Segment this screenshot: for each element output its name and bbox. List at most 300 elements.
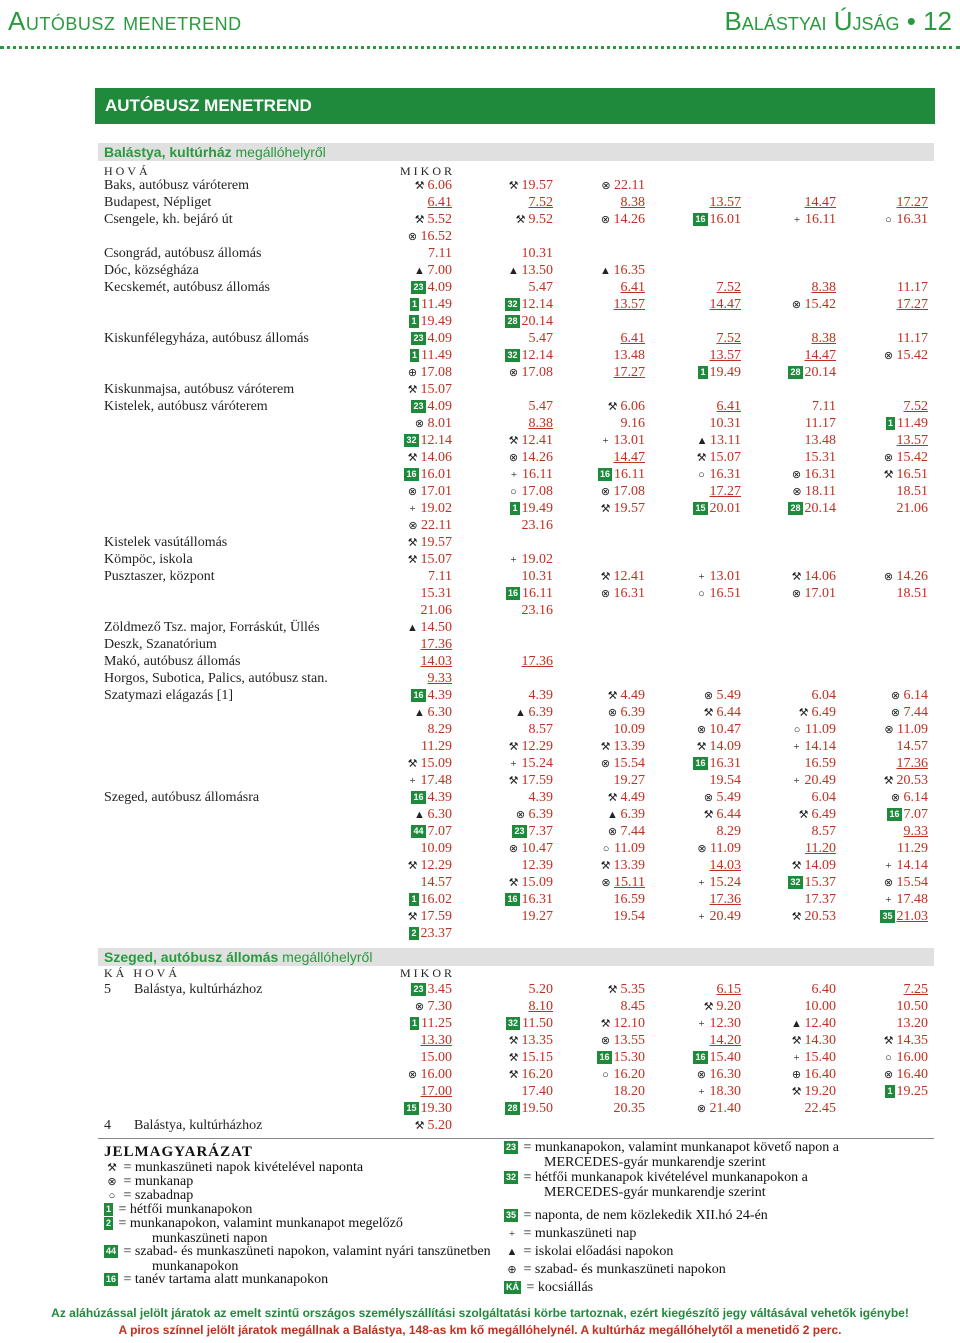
time-value: 16.52 xyxy=(420,229,452,244)
workday-icon: ⊗ xyxy=(791,299,802,311)
destination-label: Horgos, Subotica, Palics, autóbusz stan. xyxy=(104,671,328,686)
departure-time xyxy=(410,297,452,313)
holiday-icon: + xyxy=(602,435,609,447)
time-value: 7.11 xyxy=(812,399,836,414)
time-value: 14.09 xyxy=(709,739,741,754)
time-value: 15.15 xyxy=(521,1050,553,1065)
holiday-excluded-icon: ⚒ xyxy=(600,860,611,872)
time-value: 6.41 xyxy=(620,331,645,346)
time-value: 14.50 xyxy=(420,620,452,635)
departure-time xyxy=(506,365,554,381)
time-value: 5.47 xyxy=(528,399,553,414)
departure-time xyxy=(881,212,929,228)
time-value: 19.49 xyxy=(709,365,741,380)
departure-time xyxy=(513,807,554,823)
holiday-excluded-icon: ⚒ xyxy=(407,911,418,923)
departure-time xyxy=(614,1084,646,1100)
time-value: 5.35 xyxy=(620,982,645,997)
departure-time xyxy=(605,982,646,998)
time-value: 13.01 xyxy=(613,433,645,448)
code-badge: 32 xyxy=(508,1018,519,1028)
time-value: 7.25 xyxy=(903,982,928,997)
legend-text-continued: munkanapokon xyxy=(152,1259,239,1274)
departure-time xyxy=(605,807,646,823)
holiday-excluded-icon: ⚒ xyxy=(607,792,618,804)
departure-time xyxy=(428,195,453,211)
departure-time xyxy=(789,1033,837,1049)
departure-time xyxy=(605,824,646,840)
departure-time xyxy=(529,331,554,347)
departure-time xyxy=(710,297,742,313)
time-value: 23.37 xyxy=(420,926,452,941)
legend-text: hétfői munkanapokon xyxy=(129,1202,253,1217)
time-value: 13.57 xyxy=(709,195,741,210)
departure-time xyxy=(598,467,645,483)
departure-time xyxy=(598,1033,646,1049)
departure-time xyxy=(897,1016,929,1032)
time-value: 5.47 xyxy=(528,331,553,346)
departure-time xyxy=(405,909,453,925)
departure-time xyxy=(789,722,836,738)
workday-icon: ⊗ xyxy=(600,758,611,770)
departure-time xyxy=(506,1016,553,1032)
holiday-icon: + xyxy=(885,894,892,906)
time-value: 6.39 xyxy=(620,807,645,822)
departure-time xyxy=(789,858,837,874)
time-value: 7.00 xyxy=(427,263,452,278)
departure-time xyxy=(812,331,837,347)
departure-time xyxy=(717,824,742,840)
departure-time xyxy=(796,705,837,721)
departure-time xyxy=(412,999,453,1015)
departure-time xyxy=(789,773,837,789)
departure-time xyxy=(897,756,929,772)
workday-icon: ⊗ xyxy=(508,843,519,855)
departure-time xyxy=(506,263,554,279)
code-badge: 16 xyxy=(413,690,424,700)
departure-time xyxy=(428,246,452,262)
holiday-excluded-icon: ⚒ xyxy=(508,180,519,192)
code-badge: 15 xyxy=(695,503,706,513)
holiday-icon: + xyxy=(793,741,800,753)
departure-time xyxy=(598,739,646,755)
code-badge: 2 xyxy=(411,928,417,938)
departure-time xyxy=(621,331,646,347)
departure-time xyxy=(694,1067,742,1083)
saturday-icon: ○ xyxy=(510,486,517,498)
time-value: 12.41 xyxy=(521,433,553,448)
stand-number: 4 xyxy=(104,1118,111,1133)
legend-text: szabadnap xyxy=(134,1188,194,1203)
time-value: 8.38 xyxy=(811,331,836,346)
departure-time xyxy=(428,671,453,687)
departure-time xyxy=(614,365,646,381)
destination-label: Kiskunmajsa, autóbusz váróterem xyxy=(104,382,295,397)
holiday-excluded-icon: ⚒ xyxy=(883,469,894,481)
time-value: 4.49 xyxy=(620,790,645,805)
holiday-excluded-icon: ⚒ xyxy=(791,911,802,923)
destination-label: Kecskemét, autóbusz állomás xyxy=(104,280,271,295)
equals-sign: = xyxy=(115,1216,130,1231)
holiday-icon: + xyxy=(885,860,892,872)
time-value: 15.00 xyxy=(420,1050,452,1065)
workday-icon: ⊗ xyxy=(792,486,802,498)
destination-label: Kömpöc, iskola xyxy=(104,552,193,567)
destination-label: Budapest, Népliget xyxy=(104,195,212,210)
departure-time xyxy=(405,365,453,381)
holiday-icon: + xyxy=(510,758,517,770)
departure-time xyxy=(621,416,646,432)
departure-time xyxy=(513,212,554,228)
departure-time xyxy=(506,450,554,466)
time-value: 12.14 xyxy=(521,297,553,312)
time-value: 16.59 xyxy=(613,892,645,907)
code-badge: 16 xyxy=(600,469,611,479)
departure-time xyxy=(614,722,646,738)
time-value: 13.11 xyxy=(710,433,741,448)
holiday-excluded-icon: ⚒ xyxy=(607,690,618,702)
code-badge: 16 xyxy=(695,758,706,768)
departure-time xyxy=(789,1084,837,1100)
workday-icon: ⊗ xyxy=(600,588,611,600)
legend-text: munkanapokon, valamint munkanapot követő napon a xyxy=(534,1140,839,1155)
destination-label: Balástya, kultúrházhoz xyxy=(134,982,263,997)
time-value: 6.49 xyxy=(811,705,836,720)
section1-title-bold: Balástya, kultúrház xyxy=(104,144,232,160)
time-value: 16.30 xyxy=(709,1067,741,1082)
departure-time xyxy=(598,484,646,500)
legend-item xyxy=(104,1216,403,1232)
time-value: 4.39 xyxy=(528,688,553,703)
destination-label: Csongrád, autóbusz állomás xyxy=(104,246,262,261)
departure-time xyxy=(881,467,929,483)
departure-time xyxy=(701,705,742,721)
holiday-excluded-icon: ⚒ xyxy=(798,707,809,719)
holiday-excluded-icon: ⚒ xyxy=(508,1052,519,1064)
destination-label: Kiskunfélegyháza, autóbusz állomás xyxy=(104,331,309,346)
time-value: 12.29 xyxy=(521,739,553,754)
time-value: 10.09 xyxy=(420,841,452,856)
time-value: 16.00 xyxy=(420,1067,452,1082)
time-value: 23.16 xyxy=(521,518,553,533)
code-badge: 1 xyxy=(412,1018,418,1028)
holiday-icon: + xyxy=(793,1052,800,1064)
code-badge: 16 xyxy=(889,809,900,819)
time-value: 6.06 xyxy=(427,178,452,193)
legend-text: szabad- és munkaszüneti napokon, valamint nyári tanszünetben xyxy=(134,1244,491,1259)
time-value: 19.57 xyxy=(521,178,553,193)
departure-time xyxy=(614,348,646,364)
time-value: 17.01 xyxy=(420,484,452,499)
departure-time xyxy=(694,722,742,738)
holiday-excluded-icon: ⚒ xyxy=(508,435,519,447)
time-value: 6.15 xyxy=(716,982,741,997)
time-value: 16.20 xyxy=(613,1067,645,1082)
time-value: 15.07 xyxy=(709,450,741,465)
school-day-icon: ▲ xyxy=(600,265,611,277)
departure-time xyxy=(529,982,554,998)
time-value: 8.29 xyxy=(427,722,452,737)
code-badge: 23 xyxy=(413,282,424,292)
code-badge: 44 xyxy=(413,826,424,836)
departure-time xyxy=(904,982,929,998)
departure-time xyxy=(411,331,452,347)
departure-time xyxy=(789,212,836,228)
holiday-icon: + xyxy=(698,1018,705,1030)
code-badge: 16 xyxy=(406,469,417,479)
departure-time xyxy=(506,484,554,500)
time-value: 16.02 xyxy=(420,892,452,907)
departure-time xyxy=(897,331,928,347)
departure-time xyxy=(409,314,452,330)
departure-time xyxy=(789,467,837,483)
departure-time xyxy=(405,773,453,789)
equals-sign: = xyxy=(520,1262,535,1277)
time-value: 15.54 xyxy=(896,875,928,890)
holiday-excluded-icon: ⚒ xyxy=(508,877,519,889)
departure-time xyxy=(701,790,742,806)
time-value: 16.35 xyxy=(613,263,645,278)
header-right-title: Balástyai Újság • 12 xyxy=(724,6,952,36)
holiday-excluded-icon: ⚒ xyxy=(600,1018,611,1030)
departure-time xyxy=(897,280,928,296)
time-value: 19.02 xyxy=(420,501,452,516)
departure-time xyxy=(506,467,553,483)
departure-time xyxy=(710,1033,742,1049)
departure-time xyxy=(412,807,453,823)
departure-time xyxy=(805,892,837,908)
workday-icon: ⊗ xyxy=(408,520,418,532)
weekend-holiday-icon: ⊕ xyxy=(407,367,418,379)
departure-time xyxy=(411,688,452,704)
departure-time xyxy=(405,552,453,568)
holiday-excluded-icon: ⚒ xyxy=(696,452,707,464)
time-value: 19.57 xyxy=(613,501,645,516)
departure-time xyxy=(412,212,453,228)
holiday-excluded-icon: ⚒ xyxy=(407,452,418,464)
departure-time xyxy=(505,892,553,908)
time-value: 12.14 xyxy=(420,433,452,448)
departure-time xyxy=(694,1101,742,1117)
section1-title-rest: megállóhelyről xyxy=(231,144,326,160)
time-value: 6.41 xyxy=(620,280,645,295)
departure-time xyxy=(598,433,646,449)
equals-sign: = xyxy=(120,1160,135,1175)
departure-time xyxy=(522,858,554,874)
time-value: 6.44 xyxy=(716,705,741,720)
holiday-icon: + xyxy=(698,1086,705,1098)
legend-text-continued: munkaszüneti napon xyxy=(152,1231,268,1246)
equals-sign: = xyxy=(520,1140,535,1155)
departure-time xyxy=(421,637,453,653)
workday-icon: ⊗ xyxy=(600,214,611,226)
workday-icon: ⊗ xyxy=(414,1001,425,1013)
time-value: 16.31 xyxy=(896,212,928,227)
workday-icon: ⊗ xyxy=(696,1069,707,1081)
code-badge: KÁ xyxy=(506,1282,519,1292)
departure-time xyxy=(522,1084,554,1100)
time-value: 16.31 xyxy=(804,467,836,482)
holiday-excluded-icon: ⚒ xyxy=(600,571,611,583)
workday-icon: ⊗ xyxy=(884,724,894,736)
time-value: 16.31 xyxy=(521,892,553,907)
time-value: 13.50 xyxy=(521,263,553,278)
time-value: 11.29 xyxy=(897,841,928,856)
time-value: 5.49 xyxy=(716,790,741,805)
departure-time xyxy=(694,875,742,891)
departure-time xyxy=(694,467,742,483)
time-value: 13.01 xyxy=(709,569,741,584)
destination-label: Szatymazi elágazás [1] xyxy=(104,688,234,703)
time-value: 8.57 xyxy=(811,824,836,839)
holiday-excluded-icon: ⚒ xyxy=(107,1162,117,1174)
destination-label: Csengele, kh. bejáró út xyxy=(104,212,233,227)
holiday-excluded-icon: ⚒ xyxy=(508,775,519,787)
time-value: 19.57 xyxy=(420,535,452,550)
departure-time xyxy=(614,297,646,313)
time-value: 4.49 xyxy=(620,688,645,703)
time-value: 15.07 xyxy=(420,382,452,397)
time-value: 22.11 xyxy=(614,178,645,193)
time-value: 19.54 xyxy=(709,773,741,788)
time-value: 10.31 xyxy=(521,246,553,261)
legend-text: munkanapokon, valamint munkanapot megelőző xyxy=(129,1216,403,1231)
time-value: 13.55 xyxy=(613,1033,645,1048)
time-value: 9.33 xyxy=(427,671,452,686)
time-value: 14.03 xyxy=(709,858,741,873)
time-value: 16.11 xyxy=(522,467,553,482)
time-value: 15.11 xyxy=(614,875,645,890)
time-value: 12.14 xyxy=(521,348,553,363)
time-value: 3.45 xyxy=(427,982,452,997)
time-value: 4.39 xyxy=(427,688,452,703)
departure-time xyxy=(897,999,929,1015)
destination-label: Makó, autóbusz állomás xyxy=(104,654,241,669)
departure-time xyxy=(505,314,553,330)
departure-time xyxy=(421,586,453,602)
code-badge: 16 xyxy=(695,1052,706,1062)
school-day-icon: ▲ xyxy=(515,707,526,719)
departure-time xyxy=(805,348,837,364)
time-value: 17.48 xyxy=(896,892,928,907)
time-value: 16.31 xyxy=(709,467,741,482)
legend-text: iskolai előadási napokon xyxy=(534,1244,674,1259)
legend-divider xyxy=(98,1138,934,1139)
workday-icon: ⊗ xyxy=(600,1035,611,1047)
workday-icon: ⊗ xyxy=(883,452,894,464)
departure-time xyxy=(881,892,929,908)
time-value: 13.57 xyxy=(613,297,645,312)
time-value: 20.14 xyxy=(521,314,553,329)
departure-time xyxy=(881,722,928,738)
departure-time xyxy=(897,195,929,211)
time-value: 7.07 xyxy=(903,807,928,822)
departure-time xyxy=(412,263,453,279)
holiday-excluded-icon: ⚒ xyxy=(703,707,714,719)
holiday-excluded-icon: ⚒ xyxy=(407,537,418,549)
departure-time xyxy=(805,195,837,211)
departure-time xyxy=(614,892,646,908)
time-value: 14.47 xyxy=(804,348,836,363)
departure-time xyxy=(605,790,646,806)
time-value: 18.11 xyxy=(805,484,836,499)
time-value: 11.09 xyxy=(614,841,645,856)
departure-time xyxy=(881,773,929,789)
workday-icon: ⊗ xyxy=(791,588,802,600)
equals-sign: = xyxy=(115,1202,130,1217)
code-badge: 23 xyxy=(506,1142,517,1152)
holiday-excluded-icon: ⚒ xyxy=(414,1120,425,1132)
departure-time xyxy=(805,999,837,1015)
time-value: 19.49 xyxy=(420,314,452,329)
departure-time xyxy=(404,433,452,449)
section1-hova-label: HOVÁ xyxy=(104,164,151,178)
time-value: 7.44 xyxy=(620,824,645,839)
departure-time xyxy=(904,824,929,840)
departure-time xyxy=(512,824,553,840)
time-value: 5.49 xyxy=(716,688,741,703)
time-value: 15.31 xyxy=(420,586,452,601)
legend-text: szabad- és munkaszüneti napokon xyxy=(534,1262,726,1277)
time-value: 13.20 xyxy=(896,1016,928,1031)
departure-time xyxy=(789,909,837,925)
workday-icon: ⊗ xyxy=(791,469,802,481)
departure-time xyxy=(805,756,837,772)
legend-item xyxy=(504,1208,768,1224)
code-badge: 2 xyxy=(106,1218,112,1228)
departure-time xyxy=(710,416,742,432)
time-value: 7.37 xyxy=(528,824,553,839)
time-value: 8.38 xyxy=(528,416,553,431)
departure-time xyxy=(717,280,742,296)
workday-icon: ⊗ xyxy=(414,418,425,430)
time-value: 15.31 xyxy=(804,450,836,465)
departure-time xyxy=(881,569,929,585)
time-value: 17.37 xyxy=(804,892,836,907)
time-value: 7.11 xyxy=(428,246,452,261)
departure-time xyxy=(522,569,554,585)
departure-time xyxy=(506,739,554,755)
time-value: 8.45 xyxy=(620,999,645,1014)
workday-icon: ⊗ xyxy=(703,690,714,702)
departure-time xyxy=(411,982,452,998)
time-value: 22.11 xyxy=(421,518,452,533)
workday-icon: ⊗ xyxy=(515,809,526,821)
code-badge: 32 xyxy=(790,877,801,887)
departure-time xyxy=(405,858,453,874)
equals-sign: = xyxy=(120,1174,135,1189)
time-value: 17.08 xyxy=(420,365,452,380)
departure-time xyxy=(506,1033,554,1049)
legend-item xyxy=(504,1280,593,1296)
time-value: 6.04 xyxy=(811,688,836,703)
time-value: 4.09 xyxy=(427,331,452,346)
time-value: 14.57 xyxy=(896,739,928,754)
holiday-excluded-icon: ⚒ xyxy=(414,214,425,226)
time-value: 7.52 xyxy=(903,399,928,414)
time-value: 16.59 xyxy=(804,756,836,771)
holiday-excluded-icon: ⚒ xyxy=(508,1035,519,1047)
departure-time xyxy=(505,348,553,364)
time-value: 19.54 xyxy=(613,909,645,924)
time-value: 11.20 xyxy=(805,841,836,856)
time-value: 16.31 xyxy=(709,756,741,771)
legend-text: munkaszüneti napok kivételével naponta xyxy=(134,1160,364,1175)
time-value: 21.06 xyxy=(420,603,452,618)
time-value: 19.49 xyxy=(521,501,553,516)
code-badge: 32 xyxy=(406,435,417,445)
departure-time xyxy=(405,518,452,534)
